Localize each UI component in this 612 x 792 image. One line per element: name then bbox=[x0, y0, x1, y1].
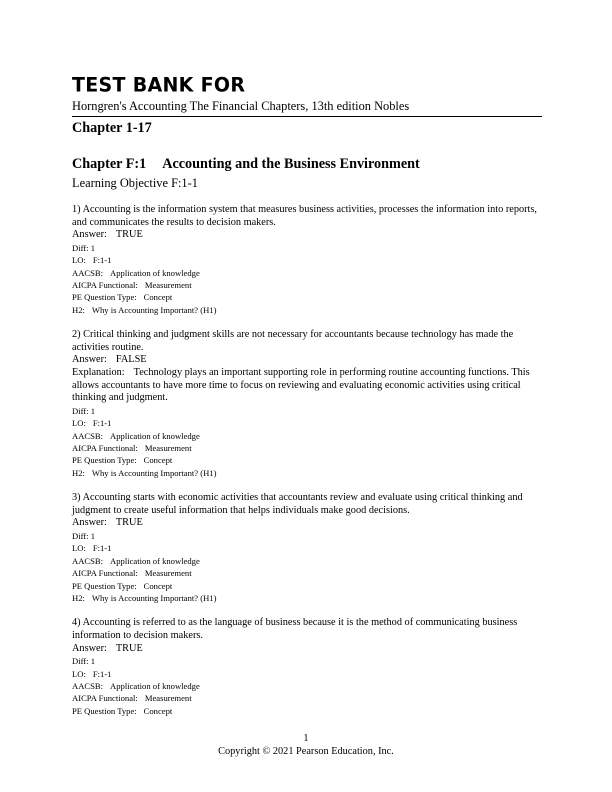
answer-label: Answer: bbox=[72, 642, 107, 654]
h2-value: Why is Accounting Important? (H1) bbox=[91, 593, 217, 604]
question-item bbox=[72, 617, 542, 717]
aacsb-value: Application of knowledge bbox=[110, 430, 200, 441]
aicpa-value: Measurement bbox=[144, 443, 192, 453]
aacsb-label: AACSB: bbox=[72, 681, 104, 692]
h2-label: H2: bbox=[72, 593, 85, 604]
h2-line bbox=[72, 304, 542, 316]
pe-type-line bbox=[72, 580, 542, 592]
learning-objective-heading: Learning Objective F:1-1 bbox=[72, 176, 198, 190]
aicpa-label: AICPA Functional: bbox=[72, 280, 138, 290]
lo-value: F:1-1 bbox=[92, 543, 112, 554]
pe-type-value: Concept bbox=[143, 292, 173, 303]
aacsb-value: Application of knowledge bbox=[110, 681, 200, 692]
question-text: 3) Accounting starts with economic activities that accountants review and evaluate using critical thinking and judgment to create useful information that helps individuals make good decisions. bbox=[72, 492, 523, 516]
aacsb-line bbox=[72, 430, 542, 442]
pe-type-value: Concept bbox=[143, 455, 173, 466]
aicpa-line bbox=[72, 567, 542, 579]
book-subtitle: Horngren's Accounting The Financial Chapters, 13th edition Nobles bbox=[72, 99, 410, 113]
pe-type-label: PE Question Type: bbox=[72, 292, 137, 303]
answer-line bbox=[72, 643, 542, 656]
answer-value: TRUE bbox=[115, 229, 143, 241]
chapter-heading bbox=[72, 155, 542, 173]
answer-value: FALSE bbox=[115, 354, 147, 366]
aicpa-label: AICPA Functional: bbox=[72, 693, 138, 704]
lo-line bbox=[72, 542, 542, 554]
chapter-name: Accounting and the Business Environment bbox=[162, 156, 420, 172]
question-item bbox=[72, 492, 542, 604]
chapter-number: Chapter F:1 bbox=[72, 156, 147, 172]
lo-value: F:1-1 bbox=[92, 418, 112, 429]
aicpa-label: AICPA Functional: bbox=[72, 443, 138, 453]
aacsb-value: Application of knowledge bbox=[110, 555, 200, 566]
explanation bbox=[72, 367, 542, 405]
aacsb-label: AACSB: bbox=[72, 430, 104, 441]
difficulty: Diff: 1 bbox=[72, 405, 95, 416]
h2-value: Why is Accounting Important? (H1) bbox=[91, 467, 217, 478]
lo-line bbox=[72, 254, 542, 266]
header-divider bbox=[72, 116, 542, 117]
h2-label: H2: bbox=[72, 467, 85, 478]
aicpa-line bbox=[72, 692, 542, 704]
lo-line bbox=[72, 668, 542, 680]
chapter-range: Chapter 1-17 bbox=[72, 120, 152, 136]
aicpa-line bbox=[72, 442, 542, 454]
answer-label: Answer: bbox=[72, 229, 107, 241]
lo-value: F:1-1 bbox=[92, 255, 112, 266]
pe-type-label: PE Question Type: bbox=[72, 580, 137, 591]
answer-label: Answer: bbox=[72, 517, 107, 529]
test-bank-title: TEST BANK FOR bbox=[72, 73, 246, 97]
difficulty: Diff: 1 bbox=[72, 656, 95, 667]
document-page bbox=[72, 74, 542, 717]
pe-type-label: PE Question Type: bbox=[72, 455, 137, 466]
answer-line bbox=[72, 229, 542, 242]
lo-label: LO: bbox=[72, 418, 86, 429]
aicpa-value: Measurement bbox=[144, 568, 192, 579]
aacsb-label: AACSB: bbox=[72, 555, 104, 566]
difficulty: Diff: 1 bbox=[72, 531, 95, 541]
explanation-label: Explanation: bbox=[72, 367, 125, 378]
aicpa-label: AICPA Functional: bbox=[72, 568, 138, 579]
difficulty: Diff: 1 bbox=[72, 242, 95, 253]
question-text: 2) Critical thinking and judgment skills are not necessary for accountants because technology has made the activities routine. bbox=[72, 329, 514, 353]
answer-value: TRUE bbox=[115, 642, 143, 654]
question-item bbox=[72, 204, 542, 316]
pe-type-line bbox=[72, 454, 542, 466]
lo-value: F:1-1 bbox=[92, 668, 112, 679]
h2-label: H2: bbox=[72, 304, 85, 315]
copyright-notice: Copyright © 2021 Pearson Education, Inc. bbox=[218, 746, 394, 757]
lo-label: LO: bbox=[72, 255, 86, 266]
question-item bbox=[72, 329, 542, 479]
aacsb-line bbox=[72, 267, 542, 279]
lo-line bbox=[72, 417, 542, 429]
pe-type-label: PE Question Type: bbox=[72, 705, 137, 716]
lo-label: LO: bbox=[72, 543, 86, 554]
page-number: 1 bbox=[303, 733, 309, 744]
question-list bbox=[72, 204, 542, 717]
aacsb-line bbox=[72, 680, 542, 692]
answer-label: Answer: bbox=[72, 354, 107, 366]
aicpa-value: Measurement bbox=[144, 280, 192, 290]
pe-type-line bbox=[72, 705, 542, 717]
answer-value: TRUE bbox=[115, 517, 143, 529]
aacsb-label: AACSB: bbox=[72, 267, 104, 278]
explanation-text: Technology plays an important supporting role in performing routine accounting functions. This allows accountants to have more time to focus on reviewing and evaluating economic activities using critical thinking and judgment. bbox=[72, 367, 530, 404]
question-text: 4) Accounting is referred to as the language of business because it is the method of communicating business information to decision makers. bbox=[72, 617, 518, 642]
aicpa-line bbox=[72, 279, 542, 291]
answer-line bbox=[72, 517, 542, 530]
h2-line bbox=[72, 467, 542, 479]
aicpa-value: Measurement bbox=[144, 693, 192, 704]
pe-type-value: Concept bbox=[143, 705, 173, 716]
aacsb-line bbox=[72, 555, 542, 567]
lo-label: LO: bbox=[72, 668, 86, 679]
aacsb-value: Application of knowledge bbox=[110, 267, 200, 278]
question-text: 1) Accounting is the information system that measures business activities, processes the information into reports, and communicates the results to decision makers. bbox=[72, 204, 537, 228]
pe-type-value: Concept bbox=[143, 580, 173, 591]
h2-line bbox=[72, 592, 542, 604]
h2-value: Why is Accounting Important? (H1) bbox=[91, 304, 217, 315]
pe-type-line bbox=[72, 291, 542, 303]
answer-line bbox=[72, 354, 542, 367]
